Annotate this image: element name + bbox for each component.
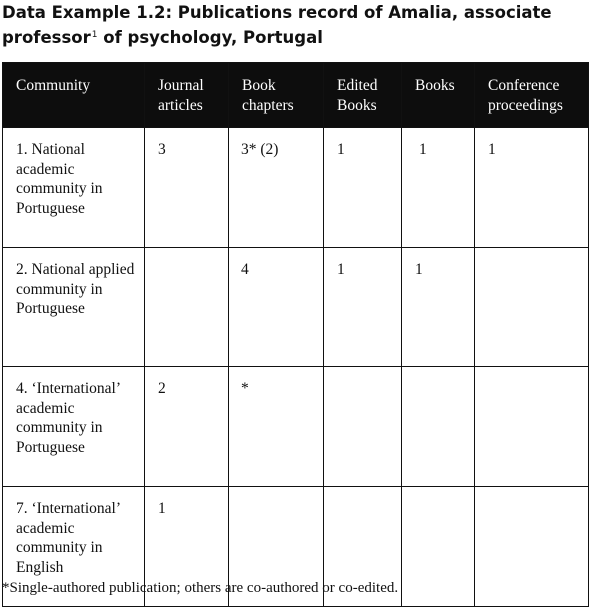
column-header-conference-proceedings: Conference proceedings	[475, 63, 589, 128]
cell-conference-proceedings	[475, 248, 589, 367]
cell-book-chapters: 3* (2)	[229, 128, 324, 248]
cell-community: 7. ‘International’ academic community in English	[3, 487, 145, 607]
table-header-row	[3, 63, 589, 128]
cell-community: 4. ‘International’ academic community in Portuguese	[3, 367, 145, 487]
publications-table	[2, 62, 589, 607]
column-header-edited-books: Edited Books	[324, 63, 402, 128]
column-header-journal-articles: Journal articles	[145, 63, 229, 128]
cell-journal-articles: 1	[145, 487, 229, 607]
cell-conference-proceedings: 1	[475, 128, 589, 248]
cell-books	[402, 367, 475, 487]
title-tail: of psychology, Portugal	[97, 28, 323, 47]
cell-edited-books: 1	[324, 248, 402, 367]
cell-community: 2. National applied community in Portuguese	[3, 248, 145, 367]
cell-journal-articles	[145, 248, 229, 367]
column-header-book-chapters: Book chapters	[229, 63, 324, 128]
cell-edited-books	[324, 367, 402, 487]
cell-journal-articles: 2	[145, 367, 229, 487]
cell-book-chapters: 4	[229, 248, 324, 367]
footnote-marker: 1	[91, 30, 98, 40]
table-footnote: *Single-authored publication; others are co-authored or co-edited.	[2, 580, 399, 596]
cell-book-chapters: *	[229, 367, 324, 487]
table-row	[3, 248, 589, 367]
cell-journal-articles: 3	[145, 128, 229, 248]
table-row	[3, 367, 589, 487]
cell-books: 1	[402, 128, 475, 248]
cell-conference-proceedings	[475, 367, 589, 487]
column-header-community: Community	[3, 63, 145, 128]
title-main: Data Example 1.2: Publications record of Amalia, associate professor	[2, 3, 552, 47]
column-header-books: Books	[402, 63, 475, 128]
page-title	[2, 2, 587, 49]
table-row	[3, 128, 589, 248]
cell-edited-books: 1	[324, 128, 402, 248]
cell-community: 1. National academic community in Portuguese	[3, 128, 145, 248]
cell-books: 1	[402, 248, 475, 367]
